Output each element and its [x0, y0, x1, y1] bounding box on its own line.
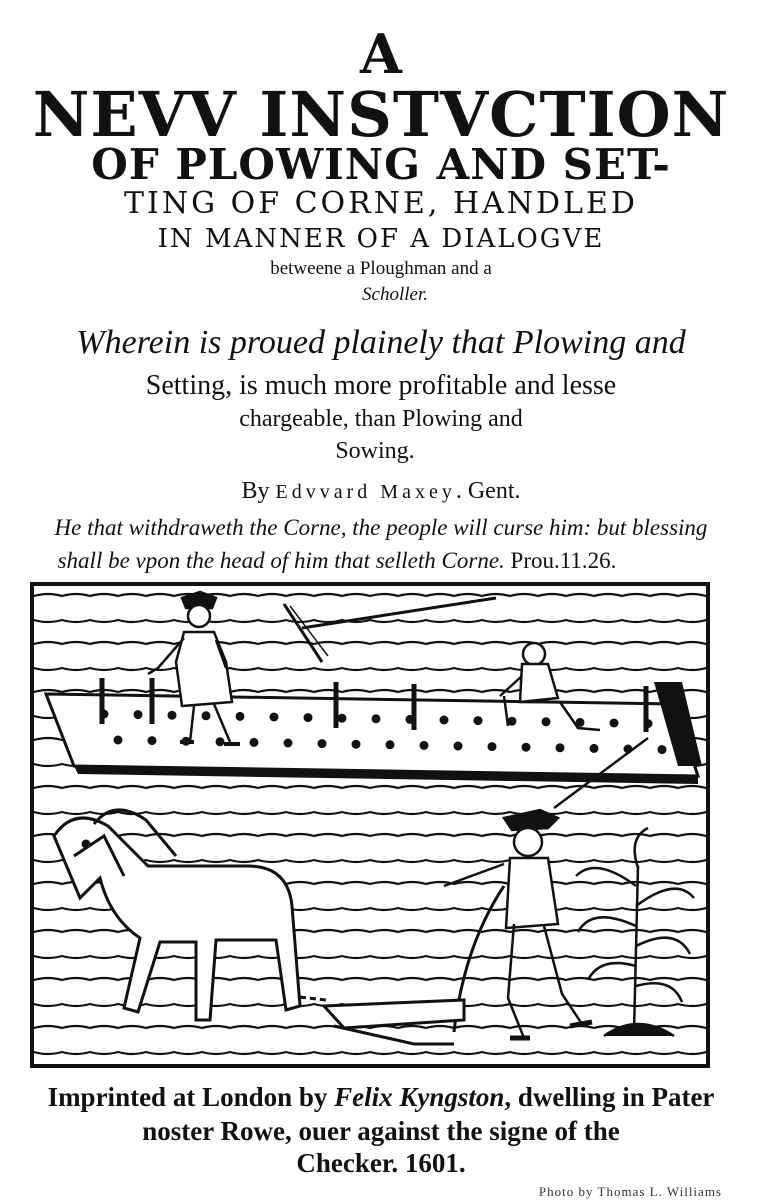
dibble-hole	[542, 717, 551, 726]
dibble-hole	[236, 712, 245, 721]
dibble-hole	[488, 742, 497, 751]
dibble-hole	[284, 739, 293, 748]
furrow-line	[34, 786, 706, 788]
dibble-hole	[474, 716, 483, 725]
furrow-line	[34, 1052, 706, 1054]
dibble-hole	[658, 745, 667, 754]
dibble-hole	[372, 714, 381, 723]
rake	[284, 598, 496, 662]
imprint-end: , dwelling in Pater	[504, 1082, 715, 1112]
title-line-5: IN MANNER OF A DIALOGVE	[157, 224, 605, 254]
dibble-hole	[610, 719, 619, 728]
dibble-hole	[522, 743, 531, 752]
furrow-line	[34, 620, 706, 622]
epigraph-reference: Prou.11.26.	[510, 548, 617, 573]
dibble-hole	[202, 711, 211, 720]
epigraph-line-1: He that withdraweth the Corne, the people will curse him: but blessing	[54, 515, 708, 540]
imprint-printer: Felix Kyngston	[334, 1082, 505, 1112]
dibble-hole	[304, 713, 313, 722]
dibbling-board	[46, 678, 698, 784]
subtitle-line-2: Setting, is much more profitable and lesse	[145, 370, 617, 401]
title-letter-a: A	[360, 22, 402, 86]
woodcut-illustration	[30, 582, 710, 1068]
dibble-hole	[168, 711, 177, 720]
dibble-hole	[420, 741, 429, 750]
title-line-4: TING OF CORNE, HANDLED	[124, 186, 638, 221]
epigraph-text: shall be vpon the head of him that selleth Corne.	[57, 548, 505, 573]
author-line	[0, 478, 762, 505]
subtitle-line-3: chargeable, than Plowing and	[239, 406, 523, 432]
author-name: Edvvard Maxey	[275, 481, 456, 503]
dibble-hole	[454, 742, 463, 751]
dibble-hole	[440, 716, 449, 725]
dibble-hole	[352, 740, 361, 749]
dibble-hole	[318, 739, 327, 748]
dibble-hole	[270, 713, 279, 722]
furrow-line	[34, 594, 706, 596]
horses	[54, 810, 300, 1020]
dibble-hole	[590, 744, 599, 753]
dibble-hole	[338, 714, 347, 723]
author-suffix: . Gent.	[455, 478, 521, 504]
dibble-hole	[114, 736, 123, 745]
title-main: NEVV INSTVCTION	[32, 78, 730, 151]
dibble-hole	[134, 710, 143, 719]
photo-credit: Photo by Thomas L. Williams	[538, 1184, 722, 1199]
furrow-line	[34, 690, 706, 692]
woodcut-scene	[34, 586, 706, 1064]
epigraph-line-2	[0, 548, 718, 574]
furrow-line	[34, 834, 706, 836]
dibble-hole	[556, 743, 565, 752]
author-by: By	[241, 478, 270, 504]
imprint-line-2: noster Rowe, ouer against the signe of the	[142, 1116, 620, 1146]
title-line-6: betweene a Ploughman and a	[270, 258, 492, 279]
title-line-7: Scholler.	[362, 284, 428, 305]
dibble-hole	[250, 738, 259, 747]
title-line-3: OF PLOWING AND SET-	[91, 140, 671, 189]
subtitle-line-4: Sowing.	[335, 438, 415, 464]
imprint-line-1	[0, 1082, 762, 1113]
subtitle-line-1: Wherein is proued plainely that Plowing and	[76, 324, 686, 361]
dibble-hole	[216, 737, 225, 746]
imprint-line-3: Checker. 1601.	[296, 1148, 466, 1178]
dibble-hole	[148, 736, 157, 745]
furrow-line	[34, 668, 706, 670]
plowman	[444, 738, 648, 1038]
dibble-hole	[386, 740, 395, 749]
imprint-start: Imprinted at London by	[47, 1082, 335, 1112]
furrow-line	[34, 642, 706, 644]
